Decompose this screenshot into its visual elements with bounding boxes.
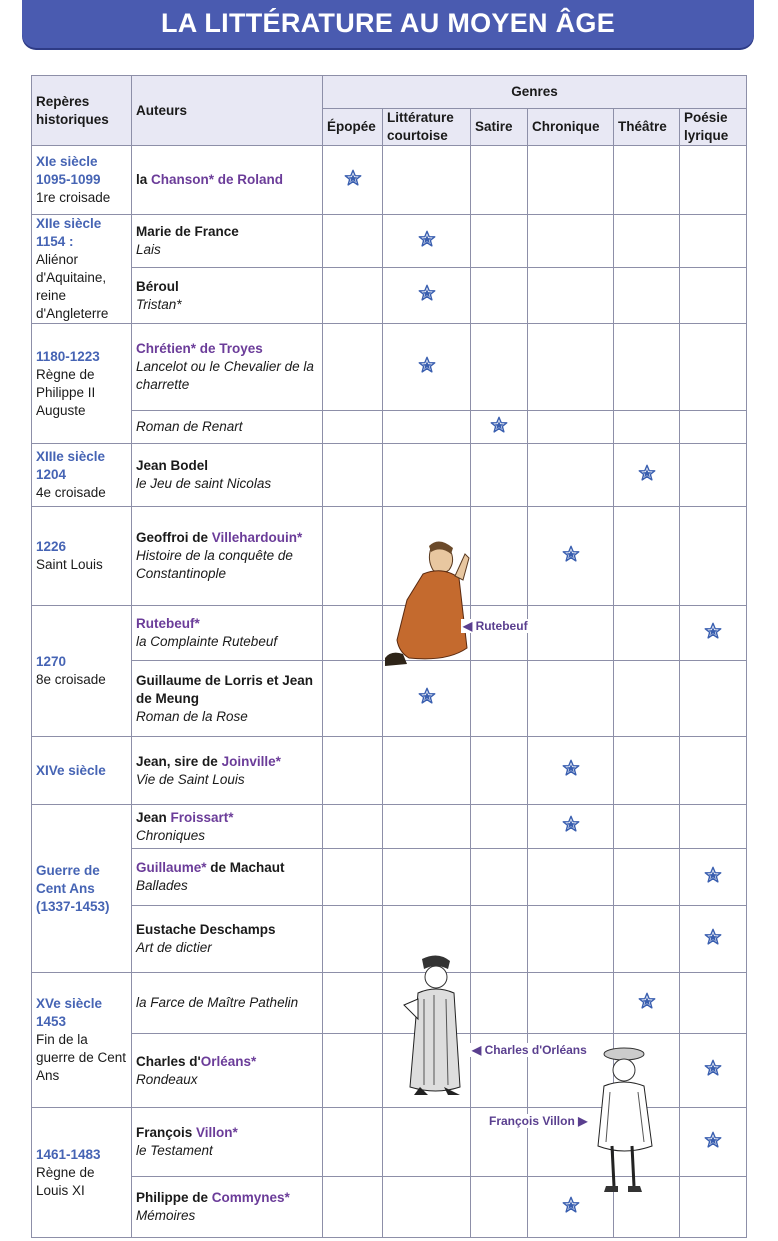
author-cell [132, 1108, 323, 1177]
history-cell [32, 146, 132, 215]
star-icon [418, 356, 436, 374]
author-name-pre: François [136, 1125, 197, 1140]
genre-cell [471, 507, 528, 606]
genre-cell [323, 324, 383, 411]
genre-cell [614, 268, 680, 324]
history-cell [32, 737, 132, 805]
author-cell [132, 737, 323, 805]
author-name-pre: Marie de France [136, 224, 239, 240]
header-genres: Genres [323, 76, 747, 109]
genre-cell [680, 1034, 747, 1108]
author-name-highlight: Guillaume* [136, 860, 207, 875]
genre-cell [614, 215, 680, 268]
genre-cell [471, 661, 528, 737]
author-name-pre: Charles d' [136, 1053, 201, 1069]
table-row [32, 444, 747, 507]
author-name-pre: Jean, sire de [136, 753, 222, 769]
work-title: Roman de la Rose [136, 708, 248, 724]
author-cell [132, 324, 323, 411]
author-cell [132, 973, 323, 1034]
genre-cell [471, 146, 528, 215]
author-cell [132, 215, 323, 268]
genre-cell [680, 661, 747, 737]
genre-cell [680, 444, 747, 507]
genre-cell [471, 606, 528, 661]
genre-cell [471, 805, 528, 849]
genre-cell [383, 661, 471, 737]
author-name-highlight: Orléans* [200, 1053, 257, 1069]
genre-cell [680, 411, 747, 444]
history-event: 1re croisade [36, 190, 111, 205]
star-icon [562, 545, 580, 563]
table-row [32, 906, 747, 973]
header-genre: Épopée [323, 109, 383, 146]
history-cell [32, 973, 132, 1108]
work-title: Chroniques [136, 827, 206, 843]
genre-cell [680, 805, 747, 849]
history-cell [32, 1108, 132, 1238]
work-title: la Farce de Maître Pathelin [136, 995, 299, 1010]
history-date: 1226 [36, 539, 67, 554]
author-name-pre: Béroul [136, 278, 179, 294]
table-row [32, 849, 747, 906]
genre-cell [383, 444, 471, 507]
table-row [32, 661, 747, 737]
francois-villon-illustration [588, 1046, 656, 1194]
genre-cell [528, 606, 614, 661]
history-cell [32, 507, 132, 606]
genre-cell [323, 507, 383, 606]
author-name [136, 171, 318, 189]
genre-cell [471, 906, 528, 973]
genre-cell [323, 805, 383, 849]
star-icon [562, 815, 580, 833]
author-cell [132, 661, 323, 737]
genre-cell [383, 849, 471, 906]
history-event: Saint Louis [36, 557, 103, 572]
work-title: Mémoires [136, 1208, 196, 1223]
genre-cell [528, 973, 614, 1034]
history-date: XVe siècle 1453 [36, 996, 103, 1029]
history-date: XIe siècle 1095-1099 [36, 154, 101, 187]
work-title: Lais [136, 242, 161, 258]
work-title: Rondeaux [136, 1071, 198, 1087]
header-genre: Satire [471, 109, 528, 146]
history-cell [32, 444, 132, 507]
author-cell [132, 906, 323, 973]
genre-cell [471, 324, 528, 411]
genre-cell [471, 1177, 528, 1238]
genre-cell [323, 973, 383, 1034]
star-icon [704, 1059, 722, 1077]
author-cell [132, 411, 323, 444]
work-title: Art de dictier [136, 940, 212, 955]
genre-cell [383, 146, 471, 215]
history-date: Guerre de Cent Ans (1337-1453) [36, 862, 110, 914]
genre-cell [528, 906, 614, 973]
author-name-pre: Jean [136, 809, 171, 825]
header-genre: Littérature courtoise [383, 109, 471, 146]
work-title: Roman de Renart [136, 419, 243, 434]
history-event: Règne de Philippe II Auguste [36, 366, 96, 418]
history-event: Aliénor d'Aquitaine, reine d'Angleterre [36, 252, 109, 321]
genre-cell [614, 324, 680, 411]
author-name-pre: Philippe de [136, 1190, 212, 1205]
star-icon [562, 759, 580, 777]
author-name-pre: la [136, 172, 152, 187]
author-name-highlight: Commynes* [211, 1190, 290, 1205]
author-name [136, 859, 318, 877]
table-row [32, 215, 747, 268]
history-date: 1461-1483 [36, 1146, 101, 1162]
genre-cell [680, 606, 747, 661]
genre-cell [323, 215, 383, 268]
author-name-highlight: Rutebeuf* [136, 616, 200, 631]
header-authors: Auteurs [132, 76, 323, 146]
genre-cell [680, 324, 747, 411]
author-name [136, 457, 318, 475]
genre-cell [680, 906, 747, 973]
genre-cell [323, 411, 383, 444]
author-name [136, 1053, 318, 1071]
genre-cell [323, 444, 383, 507]
star-icon [490, 416, 508, 434]
history-date: 1270 [36, 654, 67, 669]
author-name [136, 278, 318, 296]
genre-cell [383, 1108, 471, 1177]
genre-cell [383, 268, 471, 324]
table-row [32, 324, 747, 411]
genre-cell [323, 606, 383, 661]
author-name-pre: Guillaume de Lorris et Jean de Meung [136, 672, 314, 706]
genre-cell [614, 444, 680, 507]
work-title: Histoire de la conquête de Constantinople [136, 548, 293, 581]
genre-cell [471, 411, 528, 444]
work-title: la Complainte Rutebeuf [136, 634, 278, 649]
genre-cell [680, 215, 747, 268]
genre-cell [680, 1177, 747, 1238]
author-name [136, 672, 318, 708]
rutebeuf-illustration [383, 540, 471, 668]
table-row [32, 737, 747, 805]
genre-cell [383, 805, 471, 849]
author-name [136, 340, 318, 358]
genre-cell [528, 324, 614, 411]
genre-cell [614, 146, 680, 215]
work-title: le Jeu de saint Nicolas [136, 476, 272, 491]
author-name-pre: Eustache Deschamps [136, 922, 276, 937]
author-name [136, 615, 318, 633]
label-charles-orleans: ◀ Charles d'Orléans [472, 1043, 587, 1057]
author-cell [132, 606, 323, 661]
history-event: Règne de Louis XI [36, 1164, 95, 1198]
work-title: Vie de Saint Louis [136, 771, 245, 787]
star-icon [562, 1196, 580, 1214]
star-icon [418, 284, 436, 302]
charles-orleans-illustration [400, 955, 470, 1100]
history-cell [32, 606, 132, 737]
work-title: Lancelot ou le Chevalier de la charrette [136, 359, 314, 392]
header-history: Repères historiques [32, 76, 132, 146]
genre-cell [471, 849, 528, 906]
genre-cell [528, 737, 614, 805]
author-cell [132, 1034, 323, 1108]
author-name-post: de Machaut [206, 860, 285, 875]
author-name [136, 921, 318, 939]
author-name [136, 223, 318, 241]
star-icon [704, 866, 722, 884]
author-cell [132, 1177, 323, 1238]
header-genre: Poésie lyrique [680, 109, 747, 146]
genre-cell [614, 805, 680, 849]
work-title: Tristan* [136, 296, 182, 312]
genre-cell [680, 737, 747, 805]
label-francois-villon: François Villon ▶ [489, 1114, 588, 1128]
author-name-pre: Jean Bodel [136, 458, 209, 473]
genre-cell [323, 849, 383, 906]
genre-cell [614, 606, 680, 661]
genre-cell [680, 1108, 747, 1177]
work-title: le Testament [136, 1143, 213, 1158]
star-icon [704, 622, 722, 640]
genre-cell [528, 444, 614, 507]
star-icon [704, 928, 722, 946]
star-icon [638, 992, 656, 1010]
author-name-highlight: Villon* [196, 1125, 238, 1140]
genre-cell [383, 324, 471, 411]
author-name-highlight: Froissart* [170, 809, 234, 825]
genre-cell [528, 268, 614, 324]
genre-cell [323, 737, 383, 805]
history-date: XIVe siècle [36, 762, 106, 778]
author-cell [132, 444, 323, 507]
table-row [32, 268, 747, 324]
genre-cell [323, 268, 383, 324]
genre-cell [383, 411, 471, 444]
star-icon [418, 687, 436, 705]
genre-cell [323, 906, 383, 973]
history-event: Fin de la guerre de Cent Ans [36, 1032, 127, 1083]
genre-cell [614, 906, 680, 973]
author-name-highlight: Chanson* de Roland [151, 172, 284, 187]
work-title: Ballades [136, 878, 188, 893]
history-date: XIIIe siècle 1204 [36, 449, 106, 482]
header-genre: Chronique [528, 109, 614, 146]
star-icon [638, 464, 656, 482]
history-event: 4e croisade [36, 485, 106, 500]
genre-cell [528, 805, 614, 849]
genre-cell [614, 507, 680, 606]
star-icon [344, 169, 362, 187]
table-row [32, 805, 747, 849]
genre-cell [680, 146, 747, 215]
author-name [136, 529, 318, 547]
author-name-highlight: Chrétien* de Troyes [136, 341, 263, 356]
history-cell [32, 324, 132, 444]
genre-cell [614, 411, 680, 444]
genre-cell [528, 146, 614, 215]
genre-cell [471, 268, 528, 324]
star-icon [704, 1131, 722, 1149]
genre-cell [383, 1177, 471, 1238]
genre-cell [323, 661, 383, 737]
author-cell [132, 849, 323, 906]
history-date: XIIe siècle 1154 : [36, 216, 102, 249]
genre-cell [471, 215, 528, 268]
header-genre: Théâtre [614, 109, 680, 146]
author-name [136, 1189, 318, 1207]
table-row [32, 973, 747, 1034]
history-event: 8e croisade [36, 672, 106, 687]
label-rutebeuf: ◀ Rutebeuf [463, 619, 528, 633]
genre-cell [528, 215, 614, 268]
author-cell [132, 507, 323, 606]
genre-cell [614, 661, 680, 737]
genre-cell [680, 507, 747, 606]
author-name-highlight: Joinville* [221, 753, 281, 769]
genre-cell [680, 973, 747, 1034]
title-banner [22, 0, 754, 48]
genre-cell [614, 973, 680, 1034]
table-row [32, 411, 747, 444]
genre-cell [323, 1108, 383, 1177]
genre-cell [680, 849, 747, 906]
genre-cell [323, 1177, 383, 1238]
genre-cell [680, 268, 747, 324]
genre-cell [323, 146, 383, 215]
genre-cell [383, 737, 471, 805]
author-name-pre: Geoffroi de [136, 530, 212, 545]
author-cell [132, 146, 323, 215]
genre-cell [614, 737, 680, 805]
page-title: LA LITTÉRATURE AU MOYEN ÂGE [160, 8, 616, 38]
genre-cell [323, 1034, 383, 1108]
genre-cell [528, 849, 614, 906]
author-name [136, 753, 318, 771]
history-date: 1180-1223 [36, 348, 100, 364]
genre-cell [528, 507, 614, 606]
genre-cell [528, 411, 614, 444]
genre-cell [528, 661, 614, 737]
table-row [32, 146, 747, 215]
author-name [136, 809, 318, 827]
author-cell [132, 268, 323, 324]
star-icon [418, 230, 436, 248]
genre-cell [383, 215, 471, 268]
genre-cell [471, 973, 528, 1034]
history-cell [32, 805, 132, 973]
author-name [136, 1124, 318, 1142]
author-cell [132, 805, 323, 849]
history-cell [32, 215, 132, 324]
author-name-highlight: Villehardouin* [211, 530, 303, 545]
genre-cell [471, 444, 528, 507]
genre-cell [614, 849, 680, 906]
genre-cell [471, 737, 528, 805]
